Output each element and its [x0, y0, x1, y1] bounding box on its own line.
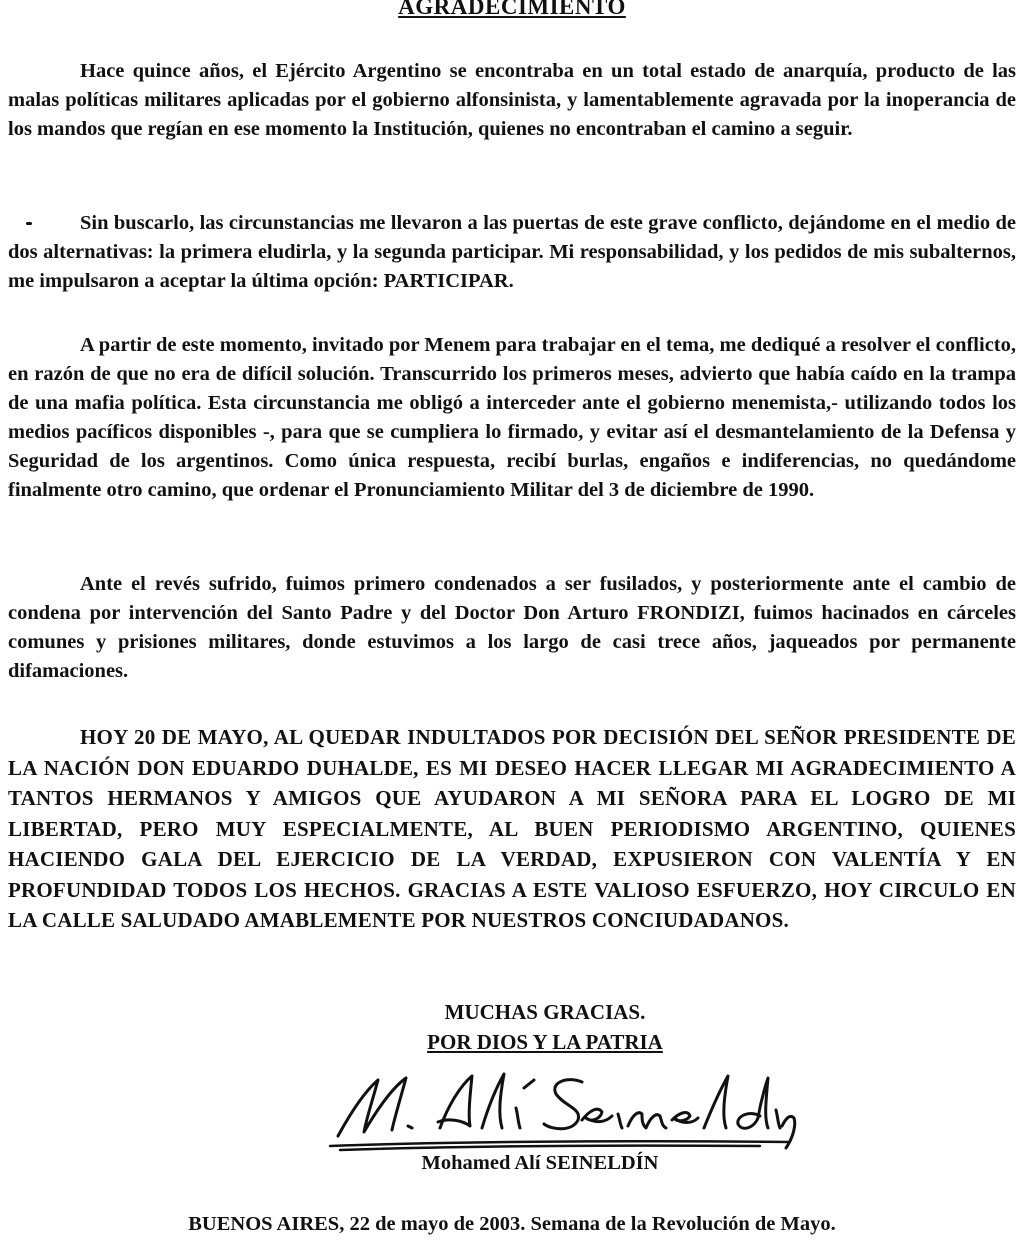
closing-motto: POR DIOS Y LA PATRIA: [427, 1030, 663, 1054]
handwritten-signature: [320, 1062, 800, 1152]
paragraph-5-uppercase: HOY 20 DE MAYO, AL QUEDAR INDULTADOS POR DECISIÓN DEL SEÑOR PRESIDENTE DE LA NACIÓN DON EDUARDO DUHALDE, ES MI DESEO HACER LLEGAR MI AGRADECIMIENTO A TANTOS HERMANOS Y AMIGOS QUE AYUDARON A MI SEÑORA PARA EL LOGRO DE MI LIBERTAD, PERO MUY ESPECIALMENTE, AL BUEN PERIODISMO ARGENTINO, QUIENES HACIENDO GALA DEL EJERCICIO DE LA VERDAD, EXPUSIERON CON VALENTÍA Y EN PROFUNDIDAD TODOS LOS HECHOS. GRACIAS A ESTE VALIOSO ESFUERZO, HOY CIRCULO EN LA CALLE SALUDADO AMABLEMENTE POR NUESTROS CONCIUDADANOS.: [8, 725, 1016, 932]
signer-name: Mohamed Alí SEINELDÍN: [421, 1152, 659, 1174]
paragraph-3: A partir de este momento, invitado por Menem para trabajar en el tema, me dediqué a resolver el conflicto, en razón de que no era de difícil solución. Transcurrido los primeros meses, advierto que había caído en la trampa de una mafia política. Esta circunstancia me obligó a interceder ante el gobierno menemista,- utilizando todos los medios pacíficos disponibles -, para que se cumpliera lo firmado, y evitar así el desmantelamiento de la Defensa y Seguridad de los argentinos. Como única respuesta, recibí burlas, engaños e indiferencias, no quedándome finalmente otro camino, que ordenar el Pronunciamiento Militar del 3 de diciembre de 1990.: [8, 334, 1016, 501]
paragraph-2-text: Sin buscarlo, las circunstancias me llevaron a las puertas de este grave conflicto, dejándome en el medio de dos alternativas: la primera eludirla, y la segunda participar. Mi responsabilidad, y los pedidos de mis subalternos, me impulsaron a aceptar la última opción:: [8, 212, 1016, 292]
closing-thanks: MUCHAS GRACIAS.: [444, 1000, 646, 1024]
paragraph-1: Hace quince años, el Ejército Argentino se encontraba en un total estado de anarquía, producto de las malas políticas militares aplicadas por el gobierno alfonsinista, y lamentablemente agravada por la inoperancia de los mandos que regían en ese momento la Institución, quienes no encontraban el camino a seguir.: [8, 60, 1016, 140]
paragraph-2: [8, 209, 1016, 296]
letter-title: AGRADECIMIENTO: [398, 0, 626, 19]
paragraph-2-emphasis: PARTICIPAR.: [383, 270, 514, 292]
dateline: BUENOS AIRES, 22 de mayo de 2003. Semana de la Revolución de Mayo.: [188, 1213, 836, 1235]
paragraph-4: Ante el revés sufrido, fuimos primero condenados a ser fusilados, y posteriormente ante el cambio de condena por intervención del Santo Padre y del Doctor Don Arturo FRONDIZI, fuimos hacinados en cárceles comunes y prisiones militares, donde estuvimos a los largo de casi trece años, jaqueados por permanente difamaciones.: [8, 573, 1016, 682]
